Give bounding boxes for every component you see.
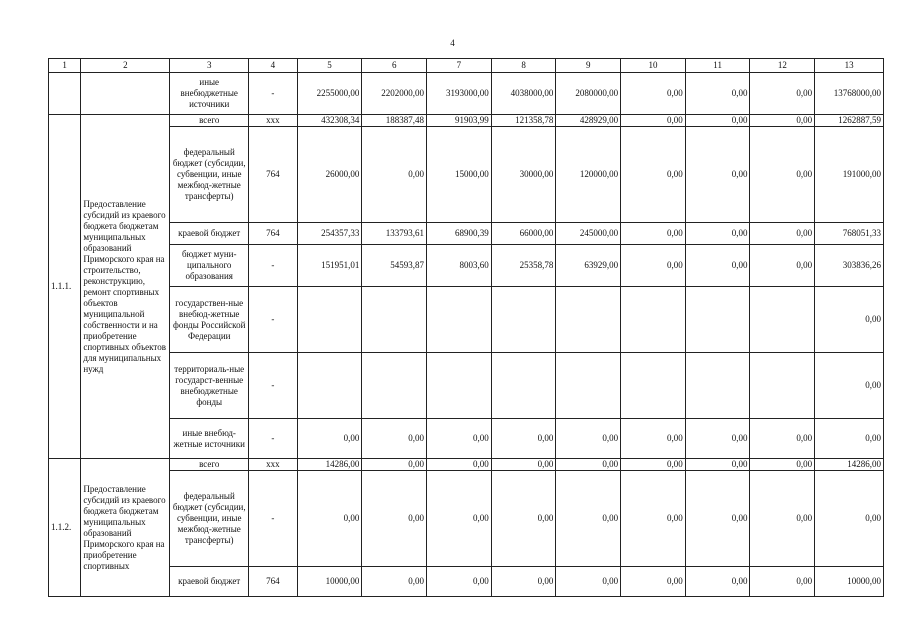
source-cell: краевой бюджет [170, 223, 249, 245]
value-cell: 0,00 [815, 471, 884, 567]
value-cell: 0,00 [685, 419, 750, 459]
value-cell: 0,00 [621, 245, 686, 287]
value-cell: 68900,39 [427, 223, 492, 245]
value-cell: 0,00 [685, 471, 750, 567]
value-cell [297, 353, 362, 419]
value-cell: 13768000,00 [815, 73, 884, 115]
value-cell: 10000,00 [815, 567, 884, 597]
source-cell: территориаль-ные государст-венные внебюджетные фонды [170, 353, 249, 419]
item-description: Предоставление субсидий из краевого бюджета бюджетам муниципальных образований Приморского края на приобретение спортивных [81, 459, 170, 597]
code-cell: - [249, 245, 298, 287]
source-cell: краевой бюджет [170, 567, 249, 597]
value-cell: 0,00 [750, 127, 815, 223]
value-cell: 0,00 [750, 73, 815, 115]
source-cell: федеральный бюджет (субсидии, субвенции, иные межбюд-жетные трансферты) [170, 127, 249, 223]
value-cell [362, 353, 427, 419]
value-cell: 0,00 [621, 459, 686, 471]
value-cell: 0,00 [621, 223, 686, 245]
value-cell: 14286,00 [297, 459, 362, 471]
value-cell: 191000,00 [815, 127, 884, 223]
item-description: Предоставление субсидий из краевого бюджета бюджетам муниципальных образований Приморского края на строительство, реконструкцию, ремонт спортивных объектов муниципальной собственности и на приобретение спортивных объектов для муниципальных нужд [81, 115, 170, 459]
table-row [49, 419, 884, 459]
table-row [49, 287, 884, 353]
value-cell: 428929,00 [556, 115, 621, 127]
header-cell: 5 [297, 59, 362, 73]
value-cell: 303836,26 [815, 245, 884, 287]
value-cell: 30000,00 [491, 127, 556, 223]
value-cell [556, 287, 621, 353]
value-cell: 0,00 [427, 419, 492, 459]
value-cell: 0,00 [685, 459, 750, 471]
code-cell: - [249, 471, 298, 567]
value-cell [427, 287, 492, 353]
header-cell: 8 [491, 59, 556, 73]
table-row [49, 471, 884, 567]
value-cell: 0,00 [297, 471, 362, 567]
value-cell: 2080000,00 [556, 73, 621, 115]
header-cell: 11 [685, 59, 750, 73]
code-cell: 764 [249, 223, 298, 245]
code-cell: 764 [249, 567, 298, 597]
value-cell: 0,00 [685, 73, 750, 115]
value-cell: 0,00 [621, 115, 686, 127]
value-cell: 4038000,00 [491, 73, 556, 115]
value-cell: 0,00 [297, 419, 362, 459]
value-cell: 8003,60 [427, 245, 492, 287]
value-cell: 0,00 [362, 471, 427, 567]
header-cell: 1 [49, 59, 81, 73]
value-cell: 0,00 [815, 353, 884, 419]
page-number: 4 [450, 38, 455, 48]
value-cell [556, 353, 621, 419]
header-cell: 6 [362, 59, 427, 73]
value-cell: 0,00 [362, 127, 427, 223]
source-cell: иные внебюджетные источники [170, 73, 249, 115]
table-row [49, 245, 884, 287]
table-row [49, 567, 884, 597]
code-cell: ххх [249, 115, 298, 127]
table-row [49, 223, 884, 245]
header-cell: 9 [556, 59, 621, 73]
source-cell: иные внебюд-жетные источники [170, 419, 249, 459]
value-cell [362, 287, 427, 353]
header-cell: 12 [750, 59, 815, 73]
value-cell: 0,00 [491, 567, 556, 597]
value-cell: 133793,61 [362, 223, 427, 245]
value-cell: 0,00 [750, 459, 815, 471]
value-cell: 0,00 [362, 567, 427, 597]
value-cell: 2255000,00 [297, 73, 362, 115]
number-cell [49, 73, 81, 115]
value-cell [685, 287, 750, 353]
header-cell: 4 [249, 59, 298, 73]
item-number: 1.1.1. [49, 115, 81, 459]
source-cell: государствен-ные внебюд-жетные фонды Российской Федерации [170, 287, 249, 353]
value-cell [491, 287, 556, 353]
source-cell: бюджет муни-ципального образования [170, 245, 249, 287]
value-cell: 0,00 [556, 471, 621, 567]
value-cell: 0,00 [750, 245, 815, 287]
code-cell: - [249, 287, 298, 353]
value-cell: 0,00 [427, 459, 492, 471]
value-cell: 0,00 [685, 127, 750, 223]
description-cell [81, 73, 170, 115]
value-cell: 0,00 [621, 567, 686, 597]
value-cell [621, 353, 686, 419]
budget-table [48, 58, 884, 597]
header-cell: 2 [81, 59, 170, 73]
value-cell: 0,00 [750, 471, 815, 567]
header-row [49, 59, 884, 73]
value-cell: 121358,78 [491, 115, 556, 127]
value-cell [427, 353, 492, 419]
value-cell: 54593,87 [362, 245, 427, 287]
item-number: 1.1.2. [49, 459, 81, 597]
source-cell: федеральный бюджет (субсидии, субвенции, иные межбюд-жетные трансферты) [170, 471, 249, 567]
value-cell: 63929,00 [556, 245, 621, 287]
code-cell: - [249, 73, 298, 115]
table-row [49, 459, 884, 471]
header-cell: 13 [815, 59, 884, 73]
value-cell: 0,00 [750, 419, 815, 459]
value-cell: 0,00 [621, 127, 686, 223]
value-cell: 3193000,00 [427, 73, 492, 115]
code-cell: ххх [249, 459, 298, 471]
value-cell: 0,00 [621, 73, 686, 115]
value-cell [750, 287, 815, 353]
value-cell: 0,00 [556, 459, 621, 471]
source-cell: всего [170, 459, 249, 471]
value-cell: 0,00 [427, 471, 492, 567]
value-cell: 0,00 [362, 419, 427, 459]
value-cell [297, 287, 362, 353]
value-cell: 432308,34 [297, 115, 362, 127]
value-cell [621, 287, 686, 353]
value-cell: 151951,01 [297, 245, 362, 287]
value-cell: 91903,99 [427, 115, 492, 127]
value-cell [491, 353, 556, 419]
value-cell: 0,00 [621, 471, 686, 567]
value-cell [685, 353, 750, 419]
table-row [49, 73, 884, 115]
value-cell: 0,00 [750, 567, 815, 597]
code-cell: - [249, 419, 298, 459]
value-cell: 10000,00 [297, 567, 362, 597]
table-row [49, 353, 884, 419]
value-cell: 0,00 [750, 115, 815, 127]
code-cell: 764 [249, 127, 298, 223]
value-cell: 120000,00 [556, 127, 621, 223]
value-cell: 0,00 [491, 419, 556, 459]
value-cell: 0,00 [685, 245, 750, 287]
value-cell: 25358,78 [491, 245, 556, 287]
header-cell: 10 [621, 59, 686, 73]
code-cell: - [249, 353, 298, 419]
value-cell: 1262887,59 [815, 115, 884, 127]
value-cell: 0,00 [750, 223, 815, 245]
value-cell: 0,00 [491, 471, 556, 567]
value-cell: 768051,33 [815, 223, 884, 245]
value-cell: 14286,00 [815, 459, 884, 471]
source-cell: всего [170, 115, 249, 127]
value-cell: 0,00 [491, 459, 556, 471]
value-cell: 0,00 [362, 459, 427, 471]
value-cell: 2202000,00 [362, 73, 427, 115]
value-cell: 188387,48 [362, 115, 427, 127]
value-cell: 0,00 [815, 287, 884, 353]
header-cell: 3 [170, 59, 249, 73]
value-cell: 0,00 [556, 567, 621, 597]
table-row [49, 127, 884, 223]
value-cell: 254357,33 [297, 223, 362, 245]
value-cell: 66000,00 [491, 223, 556, 245]
value-cell: 0,00 [427, 567, 492, 597]
header-cell: 7 [427, 59, 492, 73]
value-cell: 0,00 [685, 567, 750, 597]
value-cell: 0,00 [815, 419, 884, 459]
value-cell [750, 353, 815, 419]
value-cell: 26000,00 [297, 127, 362, 223]
value-cell: 0,00 [621, 419, 686, 459]
value-cell: 245000,00 [556, 223, 621, 245]
value-cell: 15000,00 [427, 127, 492, 223]
value-cell: 0,00 [685, 223, 750, 245]
table-row [49, 115, 884, 127]
value-cell: 0,00 [685, 115, 750, 127]
value-cell: 0,00 [556, 419, 621, 459]
